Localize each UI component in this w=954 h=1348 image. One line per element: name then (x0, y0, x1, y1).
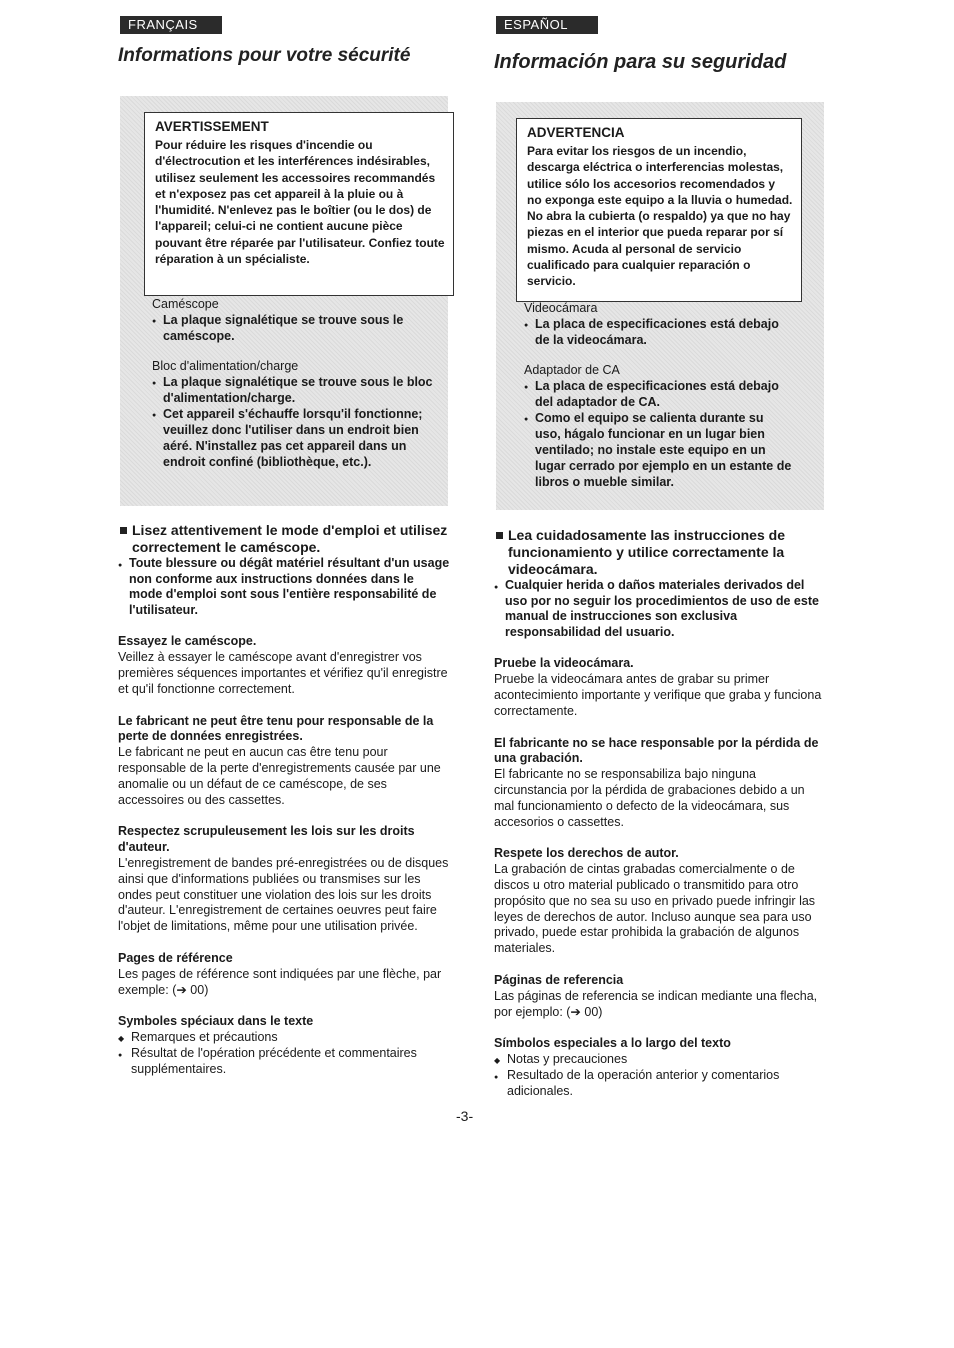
spanish-warning-text: Para evitar los riesgos de un incendio, descarga eléctrica o interferencias molestas, utilice sólo los accesorios recomendados y no exponga este equipo a la lluvia o humedad. No abra la cubierta (o respaldo) ya que no hay piezas en el interior que pueda reparar por sí mismo. Acuda al personal de servicio cualificado para cualquier reparación o servicio. (527, 144, 793, 289)
spanish-symbol-result: ● Resultado de la operación anterior y comentarios adicionales. (494, 1068, 824, 1100)
spanish-adapter-bullet-1: ● La placa de especificaciones está debajo del adaptador de CA. (524, 378, 792, 410)
spanish-section-reference-title: Páginas de referencia (494, 972, 624, 987)
french-adapter-bullet-2: ● Cet appareil s'échauffe lorsqu'il fonctionne; veuillez donc l'utiliser dans un endroit bien aéré. N'installez pas cet appareil dans un endroit confiné (bibliothèque, etc.). (152, 406, 437, 470)
spanish-section-liability-text: El fabricante no se responsabiliza bajo ninguna circunstancia por la pérdida de grabaciones debido a un mal funcionamiento o defecto de la videocámara, sus accesorios o cassettes. (494, 767, 805, 829)
spanish-read-bullet: ● Cualquier herida o daños materiales derivados del uso por no seguir los procedimientos de uso de este manual de instrucciones son exclusiva responsabilidad del usuario. (494, 578, 824, 640)
spanish-section-symbols (494, 1036, 824, 1099)
spanish-section-try-title: Pruebe la videocámara. (494, 656, 634, 671)
spanish-section-try (494, 656, 824, 719)
french-symbol-notes: ◆ Remarques et précautions (118, 1030, 450, 1046)
spanish-section-try-text: Pruebe la videocámara antes de grabar su primer acontecimiento importante y verifique que graba y funciona correctamente. (494, 672, 822, 718)
french-section-liability-text: Le fabricant ne peut en aucun cas être tenu pour responsable de la perte d'enregistrements causée par une anomalie ou un défaut de ce caméscope, de ses accessoires ou des cassettes. (118, 745, 441, 807)
french-warning-box (144, 112, 454, 296)
french-section-try-text: Veillez à essayer le caméscope avant d'enregistrer vos premières séquences importantes et vérifiez qu'il enregistre et qu'il fonctionne correctement. (118, 650, 448, 696)
french-section-try (118, 634, 450, 697)
spanish-section-liability (494, 736, 824, 831)
french-camcorder-title: Caméscope (152, 297, 219, 311)
french-adapter-title: Bloc d'alimentation/charge (152, 359, 299, 373)
french-section-liability (118, 714, 450, 809)
spanish-section-copyright-text: La grabación de cintas grabadas comercialmente o de discos u otro material publicado o transmitido para otro propósito que no sea su uso en privado puede infringir las leyes de derechos de autor. Incluso aunque sea para uso privado, puede estar prohibida la grabación de algunos materiales. (494, 862, 816, 956)
french-section-copyright-title: Respectez scrupuleusement les lois sur les droits d'auteur. (118, 824, 415, 855)
french-symbol-result: ● Résultat de l'opération précédente et commentaires supplémentaires. (118, 1046, 450, 1078)
french-section-reference (118, 951, 450, 998)
french-heading: Informations pour votre sécurité (118, 45, 411, 66)
french-section-copyright (118, 824, 450, 935)
language-tag-spanish: ESPAÑOL (496, 16, 598, 34)
french-section-reference-title: Pages de référence (118, 950, 233, 965)
spanish-warning-title: ADVERTENCIA (527, 125, 625, 140)
spanish-adapter-title: Adaptador de CA (524, 363, 620, 377)
french-section-liability-title: Le fabricant ne peut être tenu pour responsable de la perte de données enregistrées. (118, 713, 434, 744)
french-warning-text: Pour réduire les risques d'incendie ou d'électrocution et les interférences indésirables, utilisez seulement les accessoires recommandés et n'exposez pas cet appareil à la pluie ou à l'humidité. N'enlevez pas le boîtier (ou le dos) de l'appareil; celui-ci ne contient aucune pièce pouvant être réparée par l'utilisateur. Confiez toute réparation à un spécialiste. (155, 138, 445, 267)
language-tag-french: FRANÇAIS (120, 16, 222, 34)
spanish-main-text (494, 527, 824, 1100)
page-number: -3- (456, 1108, 474, 1124)
spanish-section-reference (494, 973, 824, 1020)
spanish-section-symbols-title: Símbolos especiales a lo largo del texto (494, 1036, 731, 1051)
french-product-notes (152, 296, 437, 470)
spanish-section-copyright-title: Respete los derechos de autor. (494, 846, 679, 861)
french-section-try-title: Essayez le caméscope. (118, 634, 257, 649)
french-read-bullet: ● Toute blessure ou dégât matériel résultant d'un usage non conforme aux instructions données dans le mode d'emploi sont sous l'entière responsabilité de l'utilisateur. (118, 556, 450, 618)
french-main-text (118, 522, 450, 1078)
spanish-section-reference-text: Las páginas de referencia se indican mediante una flecha, por ejemplo: (➔ 00) (494, 988, 818, 1019)
french-warning-title: AVERTISSEMENT (155, 119, 269, 134)
spanish-heading: Información para su seguridad (494, 51, 787, 73)
spanish-product-notes (524, 300, 792, 490)
spanish-read-heading: Lea cuidadosamente las instrucciones de funcionamiento y utilice correctamente la videocámara. (494, 527, 824, 578)
french-section-symbols-title: Symboles spéciaux dans le texte (118, 1014, 314, 1029)
french-section-copyright-text: L'enregistrement de bandes pré-enregistrées ou de disques ainsi que d'informations publiées ou transmises sur les ondes peut constituer une violation des lois sur les droits d'auteur. L'enregistrement de certaines oeuvres peut faire l'objet de limitations, même pour une utilisation privée. (118, 855, 449, 934)
spanish-camcorder-title: Videocámara (524, 301, 598, 315)
spanish-adapter-bullet-2: ● Como el equipo se calienta durante su uso, hágalo funcionar en un lugar bien ventilado; no instale este equipo en un lugar cerrado por ejemplo en un estante de libros o mueble similar. (524, 410, 792, 490)
spanish-symbol-notes: ◆ Notas y precauciones (494, 1052, 824, 1068)
spanish-section-liability-title: El fabricante no se hace responsable por la pérdida de una grabación. (494, 735, 819, 766)
french-section-reference-text: Les pages de référence sont indiquées par une flèche, par exemple: (➔ 00) (118, 966, 442, 997)
french-read-heading: Lisez attentivement le mode d'emploi et utilisez correctement le caméscope. (118, 522, 450, 556)
spanish-section-copyright (494, 846, 824, 957)
french-section-symbols (118, 1014, 450, 1077)
spanish-camcorder-bullet: ● La placa de especificaciones está debajo de la videocámara. (524, 316, 792, 348)
spanish-warning-box (516, 118, 802, 302)
french-adapter-bullet-1: ● La plaque signalétique se trouve sous le bloc d'alimentation/charge. (152, 374, 437, 406)
french-camcorder-bullet: ● La plaque signalétique se trouve sous le caméscope. (152, 312, 437, 344)
